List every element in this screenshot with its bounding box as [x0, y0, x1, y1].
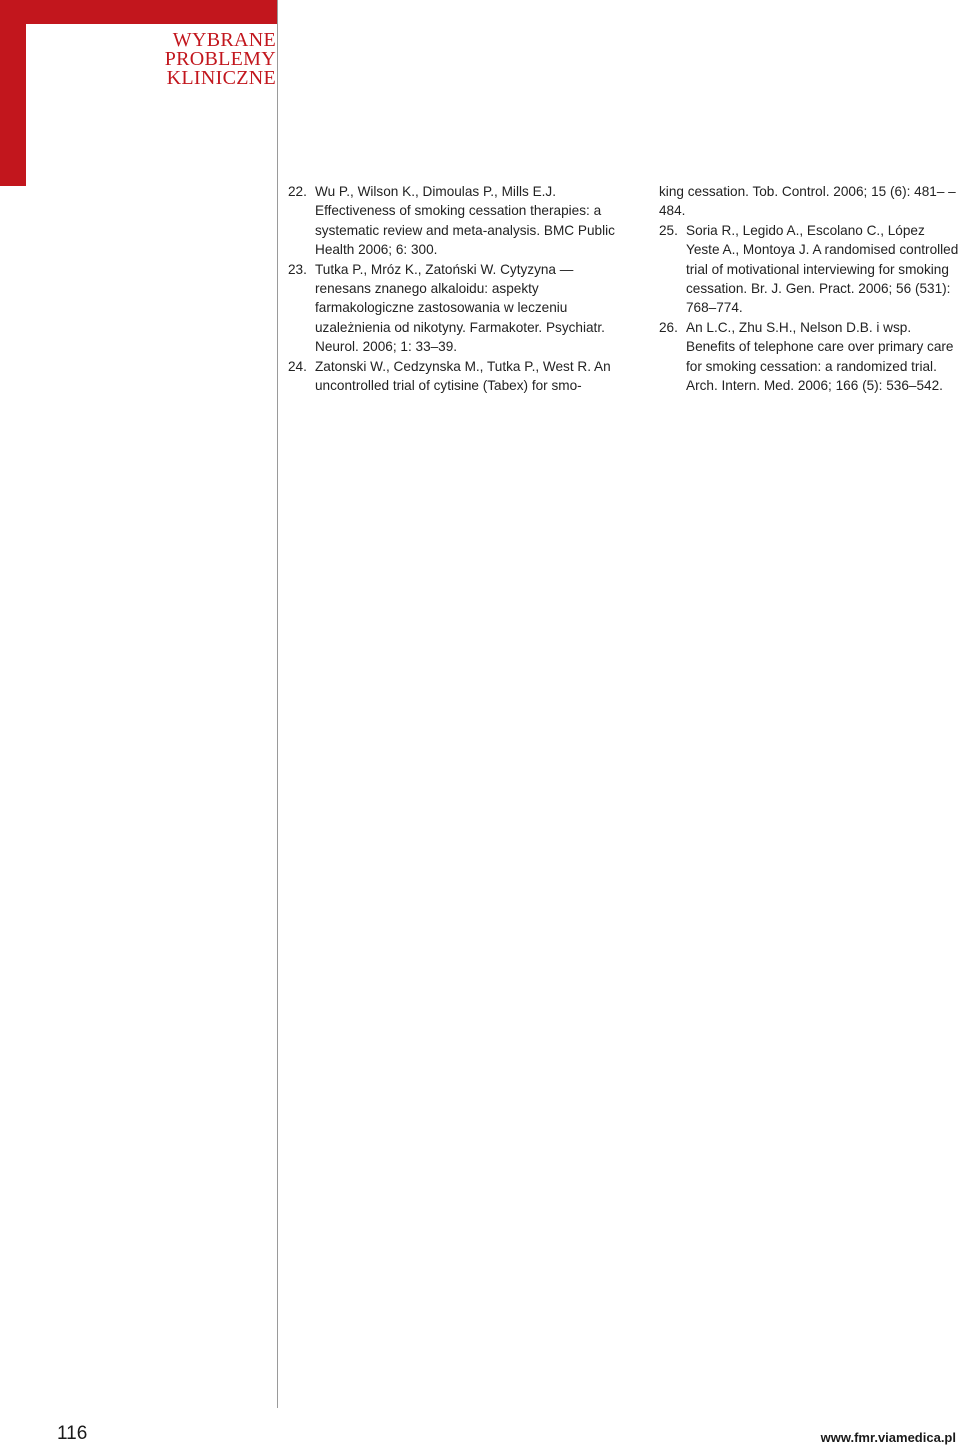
reference-text: Soria R., Legido A., Escolano C., López Yeste A., Montoya J. A randomised controlled trial of motivational interviewing for smoking cessation. Br. J. Gen. Pract. 2006; 56 (531): 768–774.	[686, 222, 959, 316]
reference-number: 26.	[659, 319, 678, 335]
reference-text: Wu P., Wilson K., Dimoulas P., Mills E.J. Effectiveness of smoking cessation therapies: a systematic review and meta-analysis. BMC Public Health 2006; 6: 300.	[315, 184, 615, 258]
reference-number: 25.	[659, 222, 678, 238]
reference-text: Zatonski W., Cedzynska M., Tutka P., West R. An uncontrolled trial of cytisine (Tabex) for smo-	[315, 358, 611, 394]
reference-continuation	[659, 182, 959, 221]
reference-number: 24.	[288, 358, 307, 374]
reference-item	[659, 318, 959, 396]
reference-item	[288, 357, 622, 396]
references-column-left	[288, 182, 622, 395]
page-number: 116	[57, 1423, 88, 1444]
footer-website-link[interactable]: www.fmr.viamedica.pl	[820, 1430, 956, 1445]
references-column-right	[659, 182, 959, 395]
side-red-band	[0, 0, 26, 186]
reference-item	[659, 221, 959, 318]
reference-number: 22.	[288, 184, 307, 199]
reference-text: Tutka P., Mróz K., Zatoński W. Cytyzyna — renesans znanego alkaloidu: aspekty farmakologiczne zastosowania w leczeniu uzależnienia od nikotyny. Farmakoter. Psychiatr. Neurol. 2006; 1: 33–39.	[315, 261, 605, 355]
section-title-line-3: KLINICZNE	[166, 67, 276, 89]
reference-item	[288, 260, 622, 357]
reference-item	[288, 182, 622, 260]
section-title-line-1: WYBRANE	[172, 29, 276, 51]
section-title	[165, 31, 276, 88]
header-red-band	[0, 0, 277, 24]
reference-text: king cessation. Tob. Control. 2006; 15 (6): 481– –484.	[659, 184, 956, 219]
reference-text: An L.C., Zhu S.H., Nelson D.B. i wsp. Benefits of telephone care over primary care for smoking cessation: a randomized trial. Arch. Intern. Med. 2006; 166 (5): 536–542.	[686, 319, 954, 394]
reference-number: 23.	[288, 261, 307, 277]
section-title-line-2: PROBLEMY	[164, 48, 276, 70]
vertical-divider	[277, 0, 278, 1408]
